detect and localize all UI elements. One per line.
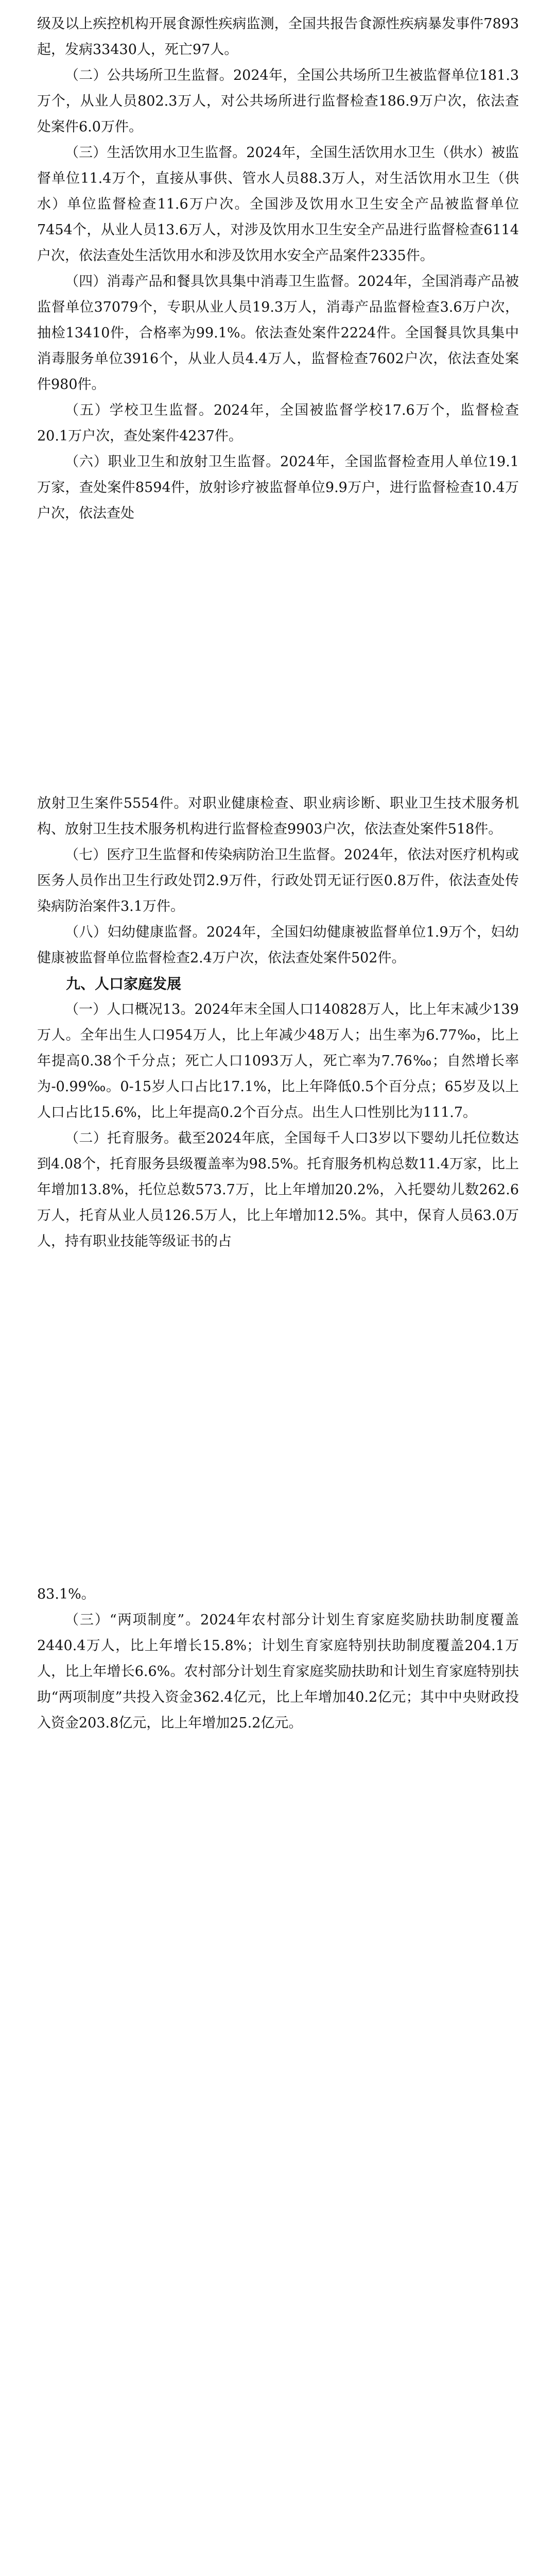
paragraph-childcare: （二）托育服务。截至2024年底，全国每千人口3岁以下婴幼儿托位数达到4.08个，托育服务县级覆盖率为98.5%。托育服务机构总数11.4万家，比上年增加13.8%，托位总数573.7万，比上年增加20.2%，入托婴幼儿数262.6万人，托育从业人员126.5万人，比上年增加12.5%。其中，保育人员63.0万人，持有职业技能等级证书的占 <box>37 1130 519 1249</box>
paragraph-public-places: （二）公共场所卫生监督。2024年，全国公共场所卫生被监督单位181.3万个，从业人员802.3万人，对公共场所进行监督检查186.9万户次，依法查处案件6.0万件。 <box>37 67 519 135</box>
paragraph-radiation-tail: 放射卫生案件5554件。对职业健康检查、职业病诊断、职业卫生技术服务机构、放射卫生技术服务机构进行监督检查9903户次，依法查处案件518件。 <box>37 795 519 837</box>
paragraph-two-systems: （三）“两项制度”。2024年农村部分计划生育家庭奖励扶助制度覆盖2440.4万人，比上年增长15.8%；计划生育家庭特别扶助制度覆盖204.1万人，比上年增长6.6%。农村部分计划生育家庭奖励扶助和计划生育家庭特别扶助“两项制度”共投入资金362.4亿元，比上年增加40.2亿元；其中中央财政投入资金203.8亿元，比上年增加25.2亿元。 <box>37 1612 519 1731</box>
paragraph-maternal-child: （八）妇幼健康监督。2024年，全国妇幼健康被监督单位1.9万个，妇幼健康被监督单位监督检查2.4万户次，依法查处案件502件。 <box>37 924 519 966</box>
paragraph-population-overview: （一）人口概况13。2024年末全国人口140828万人，比上年末减少139万人。全年出生人口954万人，比上年减少48万人；出生率为6.77‰，比上年提高0.38个千分点；死亡人口1093万人，死亡率为7.76‰；自然增长率为-0.99‰。0-15岁人口占比17.1%，比上年降低0.5个百分点；65岁及以上人口占比15.6%，比上年提高0.2个百分点。出生人口性别比为111.7。 <box>37 1002 519 1121</box>
paragraph-disinfection: （四）消毒产品和餐具饮具集中消毒卫生监督。2024年，全国消毒产品被监督单位37079个，专职从业人员19.3万人，消毒产品监督检查3.6万户次，抽检13410件，合格率为99.1%。依法查处案件2224件。全国餐具饮具集中消毒服务单位3916个，从业人员4.4万人，监督检查7602户次，依法查处案件980件。 <box>37 274 519 393</box>
paragraph-school-health: （五）学校卫生监督。2024年，全国被监督学校17.6万个，监督检查20.1万户次，查处案件4237件。 <box>37 402 519 444</box>
paragraph-foodborne-tail: 级及以上疾控机构开展食源性疾病监测，全国共报告食源性疾病暴发事件7893起，发病33430人，死亡97人。 <box>37 16 519 58</box>
text-block-3 <box>37 1582 519 1736</box>
text-block-1 <box>37 11 519 527</box>
paragraph-medical-supervision: （七）医疗卫生监督和传染病防治卫生监督。2024年，依法对医疗机构或医务人员作出卫生行政处罚2.9万件，行政处罚无证行医0.8万件，依法查处传染病防治案件3.1万件。 <box>37 847 519 914</box>
paragraph-occupational-radiation: （六）职业卫生和放射卫生监督。2024年，全国监督检查用人单位19.1万家，查处案件8594件，放射诊疗被监督单位9.9万户，进行监督检查10.4万户次，依法查处 <box>37 454 519 521</box>
paragraph-drinking-water: （三）生活饮用水卫生监督。2024年，全国生活饮用水卫生（供水）被监督单位11.4万个，直接从事供、管水人员88.3万人，对生活饮用水卫生（供水）单位监督检查11.6万户次。全国涉及饮用水卫生安全产品被监督单位7454个，从业人员13.6万人，对涉及饮用水卫生安全产品进行监督检查6114户次，依法查处生活饮用水和涉及饮用水安全产品案件2335件。 <box>37 145 519 264</box>
section-heading-population: 九、人口家庭发展 <box>66 975 182 992</box>
paragraph-childcare-tail: 83.1%。 <box>37 1586 95 1602</box>
text-block-2 <box>37 791 519 1255</box>
